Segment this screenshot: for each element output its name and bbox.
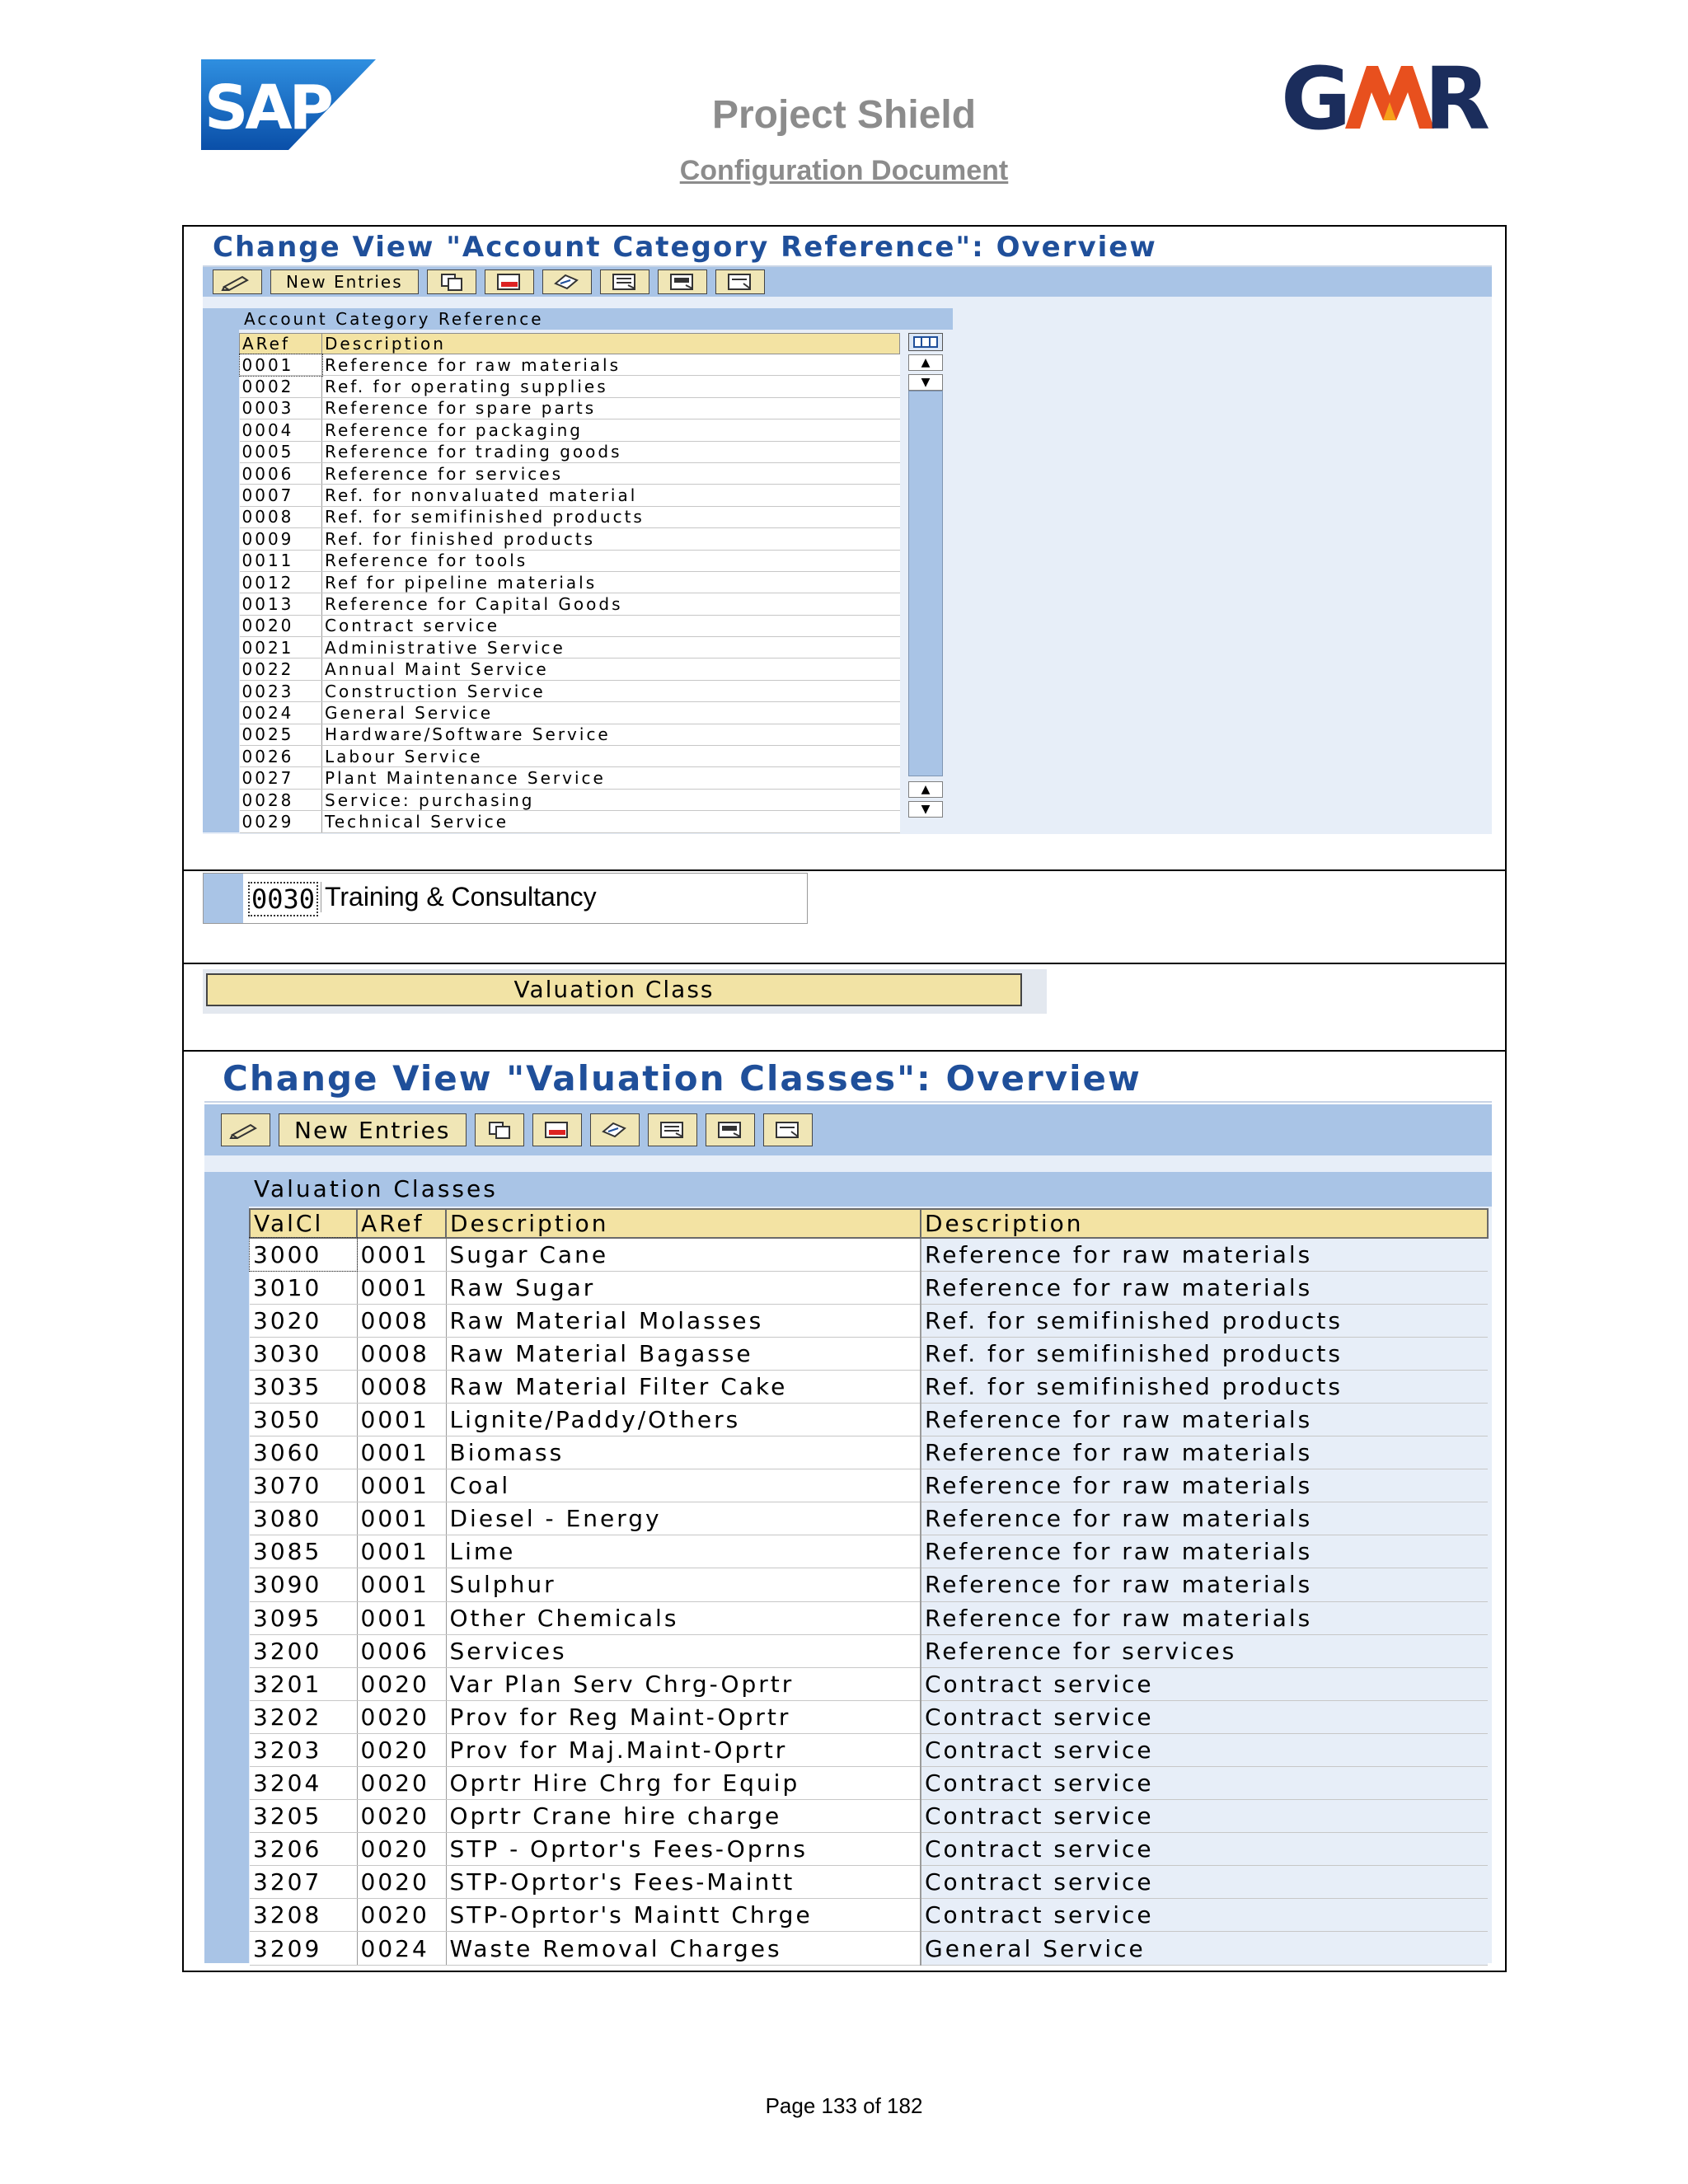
- valcl-cell[interactable]: 3209: [250, 1932, 357, 1965]
- valcl-cell[interactable]: 3204: [250, 1767, 357, 1800]
- aref-description-cell: Reference for raw materials: [921, 1535, 1488, 1568]
- aref-description-cell: Contract service: [921, 1800, 1488, 1833]
- table-row[interactable]: [250, 1568, 1488, 1601]
- table-row[interactable]: [250, 1601, 1488, 1634]
- description-cell[interactable]: Administrative Service: [322, 637, 900, 658]
- table-row[interactable]: [240, 376, 900, 397]
- scroll-down-icon[interactable]: ▼: [908, 801, 943, 818]
- frame-divider: [182, 869, 1507, 871]
- copy-icon: [434, 272, 470, 292]
- aref-cell[interactable]: 0006: [240, 462, 322, 484]
- account-category-table: [239, 333, 900, 833]
- aref-cell[interactable]: 0020: [357, 1733, 446, 1766]
- aref-cell[interactable]: 0001: [357, 1271, 446, 1304]
- aref-cell[interactable]: 0021: [240, 637, 322, 658]
- frame-divider: [182, 963, 1507, 964]
- aref-cell[interactable]: 0023: [240, 680, 322, 701]
- table-row[interactable]: [250, 1238, 1488, 1271]
- description-cell[interactable]: Technical Service: [322, 811, 900, 832]
- valcl-cell[interactable]: 3207: [250, 1866, 357, 1899]
- aref-description-cell: Reference for raw materials: [921, 1271, 1488, 1304]
- aref-cell[interactable]: 0020: [357, 1767, 446, 1800]
- description-cell[interactable]: Ref. for semifinished products: [322, 506, 900, 527]
- valuation-class-button[interactable]: Valuation Class: [206, 973, 1022, 1006]
- deselect-icon: [770, 1120, 806, 1140]
- aref-cell[interactable]: 0008: [357, 1304, 446, 1337]
- deselect-button[interactable]: [715, 269, 765, 294]
- title-underline: [204, 1101, 1492, 1103]
- table-row[interactable]: [250, 1337, 1488, 1370]
- select-all-button[interactable]: [648, 1113, 697, 1146]
- vertical-scrollbar[interactable]: [905, 333, 946, 827]
- description-cell[interactable]: Lignite/Paddy/Others: [446, 1403, 921, 1436]
- table-row[interactable]: [250, 1271, 1488, 1304]
- svg-text:G: G: [1281, 49, 1347, 149]
- table-row[interactable]: [250, 1866, 1488, 1899]
- description-cell[interactable]: Waste Removal Charges: [446, 1932, 921, 1965]
- aref-cell[interactable]: 0009: [240, 528, 322, 550]
- valcl-cell[interactable]: 3010: [250, 1271, 357, 1304]
- description-cell[interactable]: Labour Service: [322, 746, 900, 767]
- table-row[interactable]: [250, 1370, 1488, 1403]
- table-row[interactable]: [240, 593, 900, 615]
- copy-icon: [481, 1120, 518, 1140]
- aref-cell[interactable]: 0020: [240, 615, 322, 636]
- table-row[interactable]: [250, 1304, 1488, 1337]
- scroll-up-icon[interactable]: ▲: [908, 354, 943, 371]
- valcl-cell[interactable]: 3085: [250, 1535, 357, 1568]
- aref-description-cell: Contract service: [921, 1767, 1488, 1800]
- description-cell[interactable]: Ref. for operating supplies: [322, 376, 900, 397]
- edit-button[interactable]: [213, 269, 262, 294]
- description-cell[interactable]: Raw Material Filter Cake: [446, 1370, 921, 1403]
- deselect-icon: [722, 272, 758, 292]
- description-cell[interactable]: Ref for pipeline materials: [322, 571, 900, 593]
- select-block-button[interactable]: [658, 269, 707, 294]
- description-cell[interactable]: Reference for raw materials: [322, 354, 900, 376]
- aref-description-cell: General Service: [921, 1932, 1488, 1965]
- select-block-icon: [664, 272, 701, 292]
- description-cell[interactable]: Reference for spare parts: [322, 397, 900, 419]
- valcl-cell[interactable]: 3070: [250, 1469, 357, 1502]
- select-block-button[interactable]: [706, 1113, 755, 1146]
- aref-cell[interactable]: 0001: [357, 1601, 446, 1634]
- description-cell[interactable]: Biomass: [446, 1436, 921, 1469]
- description-cell[interactable]: Var Plan Serv Chrg-Oprtr: [446, 1667, 921, 1700]
- aref-description-cell: Ref. for semifinished products: [921, 1304, 1488, 1337]
- description-cell[interactable]: STP-Oprtor's Fees-Maintt: [446, 1866, 921, 1899]
- aref-description-cell: Reference for raw materials: [921, 1568, 1488, 1601]
- description-cell[interactable]: General Service: [322, 702, 900, 724]
- valcl-cell[interactable]: 3060: [250, 1436, 357, 1469]
- aref-description-cell: Contract service: [921, 1866, 1488, 1899]
- aref-cell[interactable]: 0026: [240, 746, 322, 767]
- description-cell[interactable]: Ref. for nonvaluated material: [322, 485, 900, 506]
- aref-cell[interactable]: 0008: [240, 506, 322, 527]
- description-cell[interactable]: Service: purchasing: [322, 789, 900, 810]
- valcl-cell[interactable]: 3095: [250, 1601, 357, 1634]
- valcl-cell[interactable]: 3208: [250, 1899, 357, 1932]
- table-row[interactable]: [240, 767, 900, 789]
- aref-cell[interactable]: 0001: [357, 1238, 446, 1271]
- table-row[interactable]: [240, 419, 900, 441]
- table-row[interactable]: [240, 528, 900, 550]
- aref-cell[interactable]: 0027: [240, 767, 322, 789]
- description-cell[interactable]: Construction Service: [322, 680, 900, 701]
- document-title: Project Shield: [711, 93, 977, 137]
- table-row[interactable]: [240, 811, 900, 832]
- toolbar-account-category: [203, 267, 1492, 297]
- aref-cell[interactable]: 0020: [357, 1899, 446, 1932]
- aref-description-cell: Contract service: [921, 1833, 1488, 1866]
- aref-cell[interactable]: 0025: [240, 724, 322, 745]
- undo-icon: [597, 1120, 633, 1140]
- aref-description-cell: Reference for services: [921, 1634, 1488, 1667]
- column-header-valcl[interactable]: ValCl: [250, 1209, 357, 1238]
- delete-button[interactable]: [485, 269, 534, 294]
- description-cell[interactable]: Hardware/Software Service: [322, 724, 900, 745]
- valcl-cell[interactable]: 3020: [250, 1304, 357, 1337]
- description-cell[interactable]: Annual Maint Service: [322, 658, 900, 680]
- delete-icon: [491, 272, 528, 292]
- new-entries-button[interactable]: New Entries: [279, 1113, 467, 1146]
- description-cell[interactable]: Reference for packaging: [322, 419, 900, 441]
- select-all-icon: [654, 1120, 691, 1140]
- description-cell[interactable]: Oprtr Crane hire charge: [446, 1800, 921, 1833]
- scrollbar-track[interactable]: [908, 391, 943, 776]
- table-row[interactable]: [240, 702, 900, 724]
- aref-description-cell: Contract service: [921, 1700, 1488, 1733]
- aref-description-cell: Contract service: [921, 1899, 1488, 1932]
- valcl-cell[interactable]: 3203: [250, 1733, 357, 1766]
- aref-cell[interactable]: 0001: [357, 1535, 446, 1568]
- description-cell[interactable]: Lime: [446, 1535, 921, 1568]
- aref-cell[interactable]: 0012: [240, 571, 322, 593]
- table-row[interactable]: [250, 1634, 1488, 1667]
- table-row[interactable]: [240, 658, 900, 680]
- edit-button[interactable]: [221, 1113, 270, 1146]
- description-cell[interactable]: STP-Oprtor's Maintt Chrge: [446, 1899, 921, 1932]
- select-all-button[interactable]: [600, 269, 649, 294]
- description-cell[interactable]: Contract service: [322, 615, 900, 636]
- aref-description-cell: Contract service: [921, 1733, 1488, 1766]
- copy-button[interactable]: [475, 1113, 524, 1146]
- description-cell[interactable]: Prov for Reg Maint-Oprtr: [446, 1700, 921, 1733]
- aref-cell[interactable]: 0001: [357, 1403, 446, 1436]
- aref-cell[interactable]: 0020: [357, 1667, 446, 1700]
- valcl-cell[interactable]: 3200: [250, 1634, 357, 1667]
- edit-icon: [219, 272, 256, 292]
- aref-cell[interactable]: 0001: [357, 1502, 446, 1535]
- aref-description-cell: Reference for raw materials: [921, 1238, 1488, 1271]
- valcl-cell[interactable]: 3080: [250, 1502, 357, 1535]
- svg-text:R: R: [1424, 49, 1486, 149]
- document-subtitle: Configuration Document: [679, 155, 1009, 186]
- table-row[interactable]: [250, 1800, 1488, 1833]
- table-row[interactable]: [250, 1667, 1488, 1700]
- undo-icon: [549, 272, 585, 292]
- description-cell[interactable]: Prov for Maj.Maint-Oprtr: [446, 1733, 921, 1766]
- description-cell[interactable]: Sugar Cane: [446, 1238, 921, 1271]
- description-cell[interactable]: Services: [446, 1634, 921, 1667]
- table-row[interactable]: [250, 1833, 1488, 1866]
- table-row[interactable]: [250, 1767, 1488, 1800]
- aref-cell[interactable]: 0001: [240, 354, 322, 376]
- aref-field[interactable]: 0030: [248, 882, 318, 916]
- valuation-classes-table: [249, 1208, 1489, 1966]
- toolbar-valuation-classes: [204, 1104, 1492, 1155]
- deselect-button[interactable]: [763, 1113, 813, 1146]
- valcl-cell[interactable]: 3201: [250, 1667, 357, 1700]
- description-cell[interactable]: Sulphur: [446, 1568, 921, 1601]
- aref-description-cell: Contract service: [921, 1667, 1488, 1700]
- aref-cell[interactable]: 0020: [357, 1700, 446, 1733]
- aref-cell[interactable]: 0013: [240, 593, 322, 615]
- valcl-cell[interactable]: 3000: [250, 1238, 357, 1271]
- valcl-cell[interactable]: 3050: [250, 1403, 357, 1436]
- frame-divider: [182, 1050, 1507, 1052]
- table-row[interactable]: [240, 397, 900, 419]
- valcl-cell[interactable]: 3090: [250, 1568, 357, 1601]
- page-number: Page 133 of 182: [765, 2093, 923, 2118]
- aref-cell[interactable]: 0003: [240, 397, 322, 419]
- delete-icon: [539, 1120, 575, 1140]
- aref-cell[interactable]: 0004: [240, 419, 322, 441]
- valuation-class-area: [203, 969, 1047, 1014]
- description-cell[interactable]: Ref. for finished products: [322, 528, 900, 550]
- row-selector-column[interactable]: [203, 330, 239, 832]
- toolbar-spacer: [204, 1155, 1492, 1172]
- screen-title-account-category: Change View "Account Category Reference": Overview: [213, 231, 1157, 264]
- table-row[interactable]: [240, 441, 900, 462]
- table-row[interactable]: [250, 1403, 1488, 1436]
- copy-button[interactable]: [427, 269, 476, 294]
- table-row[interactable]: [240, 485, 900, 506]
- aref-cell[interactable]: 0022: [240, 658, 322, 680]
- description-cell[interactable]: Diesel - Energy: [446, 1502, 921, 1535]
- aref-cell[interactable]: 0024: [240, 702, 322, 724]
- aref-cell[interactable]: 0020: [357, 1833, 446, 1866]
- aref-description-cell: Reference for raw materials: [921, 1502, 1488, 1535]
- aref-cell[interactable]: 0001: [357, 1568, 446, 1601]
- delete-button[interactable]: [532, 1113, 582, 1146]
- description-cell[interactable]: Reference for Capital Goods: [322, 593, 900, 615]
- table-row[interactable]: [250, 1469, 1488, 1502]
- valuation-classes-table-control: [204, 1172, 1492, 1963]
- description-cell[interactable]: Raw Material Bagasse: [446, 1337, 921, 1370]
- aref-description-cell: Reference for raw materials: [921, 1436, 1488, 1469]
- row-selector-column[interactable]: [204, 1207, 249, 1963]
- valcl-cell[interactable]: 3030: [250, 1337, 357, 1370]
- description-cell[interactable]: Reference for services: [322, 462, 900, 484]
- aref-cell[interactable]: 0001: [357, 1469, 446, 1502]
- description-cell[interactable]: Raw Material Molasses: [446, 1304, 921, 1337]
- column-header-aref[interactable]: ARef: [357, 1209, 446, 1238]
- description-cell[interactable]: Coal: [446, 1469, 921, 1502]
- table-row[interactable]: [250, 1700, 1488, 1733]
- description-cell[interactable]: Oprtr Hire Chrg for Equip: [446, 1767, 921, 1800]
- description-cell[interactable]: Plant Maintenance Service: [322, 767, 900, 789]
- table-row[interactable]: [240, 637, 900, 658]
- table-caption: Account Category Reference: [203, 308, 953, 330]
- aref-cell[interactable]: 0005: [240, 441, 322, 462]
- aref-cell[interactable]: 0029: [240, 811, 322, 832]
- table-row[interactable]: [250, 1932, 1488, 1965]
- table-row[interactable]: [240, 571, 900, 593]
- select-block-icon: [712, 1120, 748, 1140]
- description-cell[interactable]: Raw Sugar: [446, 1271, 921, 1304]
- aref-description-cell: Ref. for semifinished products: [921, 1370, 1488, 1403]
- table-caption: Valuation Classes: [204, 1172, 1492, 1207]
- aref-cell[interactable]: 0002: [240, 376, 322, 397]
- svg-text:SAP: SAP: [204, 73, 331, 143]
- row-selector[interactable]: [204, 874, 243, 923]
- description-field[interactable]: Training & Consultancy: [321, 882, 597, 912]
- description-cell[interactable]: Other Chemicals: [446, 1601, 921, 1634]
- new-entries-button[interactable]: New Entries: [270, 269, 419, 294]
- aref-description-cell: Reference for raw materials: [921, 1469, 1488, 1502]
- column-header-aref-description[interactable]: Description: [921, 1209, 1488, 1238]
- aref-cell[interactable]: 0020: [357, 1800, 446, 1833]
- scroll-up-icon[interactable]: ▲: [908, 781, 943, 798]
- aref-description-cell: Reference for raw materials: [921, 1601, 1488, 1634]
- aref-cell[interactable]: 0001: [357, 1436, 446, 1469]
- table-row[interactable]: [250, 1535, 1488, 1568]
- valcl-cell[interactable]: 3035: [250, 1370, 357, 1403]
- table-row[interactable]: [240, 615, 900, 636]
- table-row[interactable]: [250, 1502, 1488, 1535]
- edit-icon: [227, 1120, 264, 1140]
- undo-button[interactable]: [542, 269, 592, 294]
- aref-cell[interactable]: 0011: [240, 550, 322, 571]
- table-row[interactable]: [240, 724, 900, 745]
- table-row[interactable]: [240, 462, 900, 484]
- new-entry-row[interactable]: [203, 873, 808, 924]
- select-all-icon: [607, 272, 643, 292]
- column-settings-icon[interactable]: [908, 333, 943, 351]
- description-cell[interactable]: Reference for trading goods: [322, 441, 900, 462]
- aref-cell[interactable]: 0020: [357, 1866, 446, 1899]
- table-row[interactable]: [240, 789, 900, 810]
- table-row[interactable]: [240, 680, 900, 701]
- table-row[interactable]: [240, 746, 900, 767]
- description-cell[interactable]: Reference for tools: [322, 550, 900, 571]
- column-header-description[interactable]: Description: [322, 334, 900, 354]
- aref-cell[interactable]: 0024: [357, 1932, 446, 1965]
- account-category-table-control: [203, 308, 953, 832]
- aref-cell[interactable]: 0007: [240, 485, 322, 506]
- screen-title-valuation-classes: Change View "Valuation Classes": Overview: [223, 1058, 1142, 1099]
- scroll-down-icon[interactable]: ▼: [908, 374, 943, 391]
- table-row[interactable]: [240, 550, 900, 571]
- valcl-cell[interactable]: 3205: [250, 1800, 357, 1833]
- table-row[interactable]: [250, 1436, 1488, 1469]
- table-row[interactable]: [240, 506, 900, 527]
- aref-description-cell: Reference for raw materials: [921, 1403, 1488, 1436]
- table-row[interactable]: [250, 1733, 1488, 1766]
- aref-cell[interactable]: 0008: [357, 1370, 446, 1403]
- table-row[interactable]: [240, 354, 900, 376]
- undo-button[interactable]: [590, 1113, 640, 1146]
- description-cell[interactable]: STP - Oprtor's Fees-Oprns: [446, 1833, 921, 1866]
- aref-cell[interactable]: 0006: [357, 1634, 446, 1667]
- column-header-aref[interactable]: ARef: [240, 334, 322, 354]
- aref-cell[interactable]: 0028: [240, 789, 322, 810]
- column-header-description[interactable]: Description: [446, 1209, 921, 1238]
- valcl-cell[interactable]: 3202: [250, 1700, 357, 1733]
- table-row[interactable]: [250, 1899, 1488, 1932]
- aref-cell[interactable]: 0008: [357, 1337, 446, 1370]
- aref-description-cell: Ref. for semifinished products: [921, 1337, 1488, 1370]
- valcl-cell[interactable]: 3206: [250, 1833, 357, 1866]
